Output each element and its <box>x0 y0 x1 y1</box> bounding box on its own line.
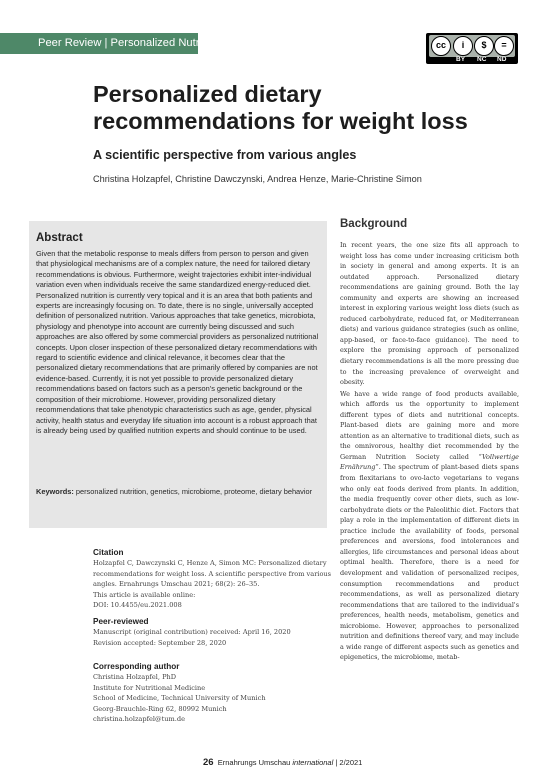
citation-block <box>93 547 333 611</box>
author-institute: Institute for Nutritional Medicine <box>93 683 206 692</box>
page-footer <box>203 757 362 768</box>
background-paragraph-2 <box>340 389 519 663</box>
abstract-heading: Abstract <box>36 232 83 244</box>
cc-icon: cc <box>431 36 451 56</box>
author-list: Christina Holzapfel, Christine Dawczynski, Andrea Henze, Marie-Christine Simon <box>93 174 422 184</box>
background-heading: Background <box>340 218 408 230</box>
citation-heading: Citation <box>93 548 124 557</box>
section-banner: Peer Review | Personalized Nutrition <box>0 33 198 54</box>
accepted-date: Revision accepted: September 28, 2020 <box>93 638 227 647</box>
journal-issue: | 2/2021 <box>335 758 363 767</box>
background-paragraph-1: In recent years, the one size fits all approach to weight loss has come under increasing criticism both in society in general and among experts. It is an outdated approach. Personalized dietary recommendations are gaining ground. Both the lay community and experts are showing an increased interest in exploring various weight loss diets (such as reduced carbohydrate, reduced fat, or Mediterranean diets) and various guidance strategies (such as online, app-based, or face-to-face guidance). The need to explore the promising approach of personalized dietary recommendations is all the more pressing due to the increasing prevalence of overweight and obesity. <box>340 241 519 387</box>
page-number: 26 <box>203 757 214 768</box>
license-label-by: BY <box>456 56 466 63</box>
article-subtitle: A scientific perspective from various angles <box>93 148 357 162</box>
keywords-text: personalized nutrition, genetics, microbiome, proteome, dietary behavior <box>75 487 313 496</box>
corresponding-author-block <box>93 661 333 725</box>
abstract-box <box>29 221 327 528</box>
author-address: Georg-Brauchle-Ring 62, 80992 Munich <box>93 704 227 713</box>
author-school: School of Medicine, Technical University of Munich <box>93 694 266 703</box>
peer-review-block <box>93 616 333 648</box>
license-label-nc: NC <box>477 56 487 63</box>
abstract-text: Given that the metabolic response to meals differs from person to person and given that physiological mechanisms are of a complex nature, the need for tailored dietary recommendations is obvious. Furthermore, weight trajectories exhibit inter-individual variation even when individuals receive the same standardized energy-reduced diet. Personalized nutrition is currently very topical and it is an area that both patients and experts are increasingly focusing on. To date, there is no single, universally accepted definition of personalized nutrition. Various approaches that take genetics, microbiota, physiology and phenotype into account are currently being discussed and such approaches are also offered by some commercial providers as personalized nutritional concepts. Upon closer inspection of these personalized dietary recommendations with regard to scientific evidence and clinical relevance, it becomes clear that the personalized dietary recommendations that are primarily offered by companies are not evidence-based. Currently, it is not yet possible to provide personalized dietary recommendations based on factors such as a person's genetic background or the composition of their microbiome. However, providing personalized dietary recommendations that take phenotypic characteristics such as age, gender, physical activity, health status and everyday life situation into account is a robust approach that is already being used by qualified nutrition experts and should continue to be used. <box>36 249 319 435</box>
author-name: Christina Holzapfel, PhD <box>93 673 177 681</box>
peer-review-heading: Peer-reviewed <box>93 617 149 626</box>
license-label-nd: ND <box>497 56 507 63</box>
cc-license-badge <box>426 33 518 64</box>
citation-doi[interactable]: DOI: 10.4455/eu.2021.008 <box>93 601 182 610</box>
author-email[interactable]: christina.holzapfel@tum.de <box>93 715 185 724</box>
corresponding-heading: Corresponding author <box>93 662 180 671</box>
background-p2-end: . The spectrum of plant-based diets spans from flexitarians to ovo-lacto vegetarians to vegans who only eat foods derived from plants. In addition, the media frequently cover other diets, such as low-carbohydrate diets or the Paleolithic diet. Factors that play a role in the implementation of different diets in practice include the availability of foods, personal preferences and aversions, food intolerances and allergies, life circumstances and personal ideas about optimal health. Therefore, there is a need for development and validation of personalized recipes, consumption recommendations and product recommendations, as well as personalized dietary recommendations that are tailored to the individual's preferences, health needs, metabolism, genetics and microbiome. However, approaches to personalized nutrition and definitions thereof vary, and may include a wide range of different aspects such as genetics and epigenetics, the microbiome, metab- <box>340 463 519 662</box>
journal-edition: international <box>292 758 334 767</box>
background-p2-quote: “Vollwertige Ernährung” <box>340 452 519 472</box>
keywords <box>36 487 322 497</box>
background-p2-start: We have a wide range of food products available, which affords us the opportunity to implement different types of diets and nutritional concepts. Plant-based diets are gaining more and more attention as an alternative to traditional diets, such as the omnivorous, healthy diet recommended by the German Nutrition Society called <box>340 389 519 461</box>
attribution-icon: i <box>453 36 473 56</box>
citation-text: Holzapfel C, Dawczynski C, Henze A, Simon MC: Personalized dietary recommendations for weight loss. A scientific perspective from various angles. Ernahrungs Umschau 2021; 68(2): 26–35. <box>93 559 332 589</box>
journal-name: Ernahrungs Umschau <box>217 758 291 767</box>
background-text <box>340 240 519 664</box>
received-date: Manuscript (original contribution) received: April 16, 2020 <box>93 628 291 636</box>
noncommercial-icon: $ <box>474 36 494 56</box>
article-title: Personalized dietary recommendations for weight loss <box>93 81 468 134</box>
keywords-label: Keywords: <box>36 487 74 496</box>
citation-availability: This article is available online: <box>93 590 196 599</box>
noderivatives-icon: = <box>494 36 514 56</box>
